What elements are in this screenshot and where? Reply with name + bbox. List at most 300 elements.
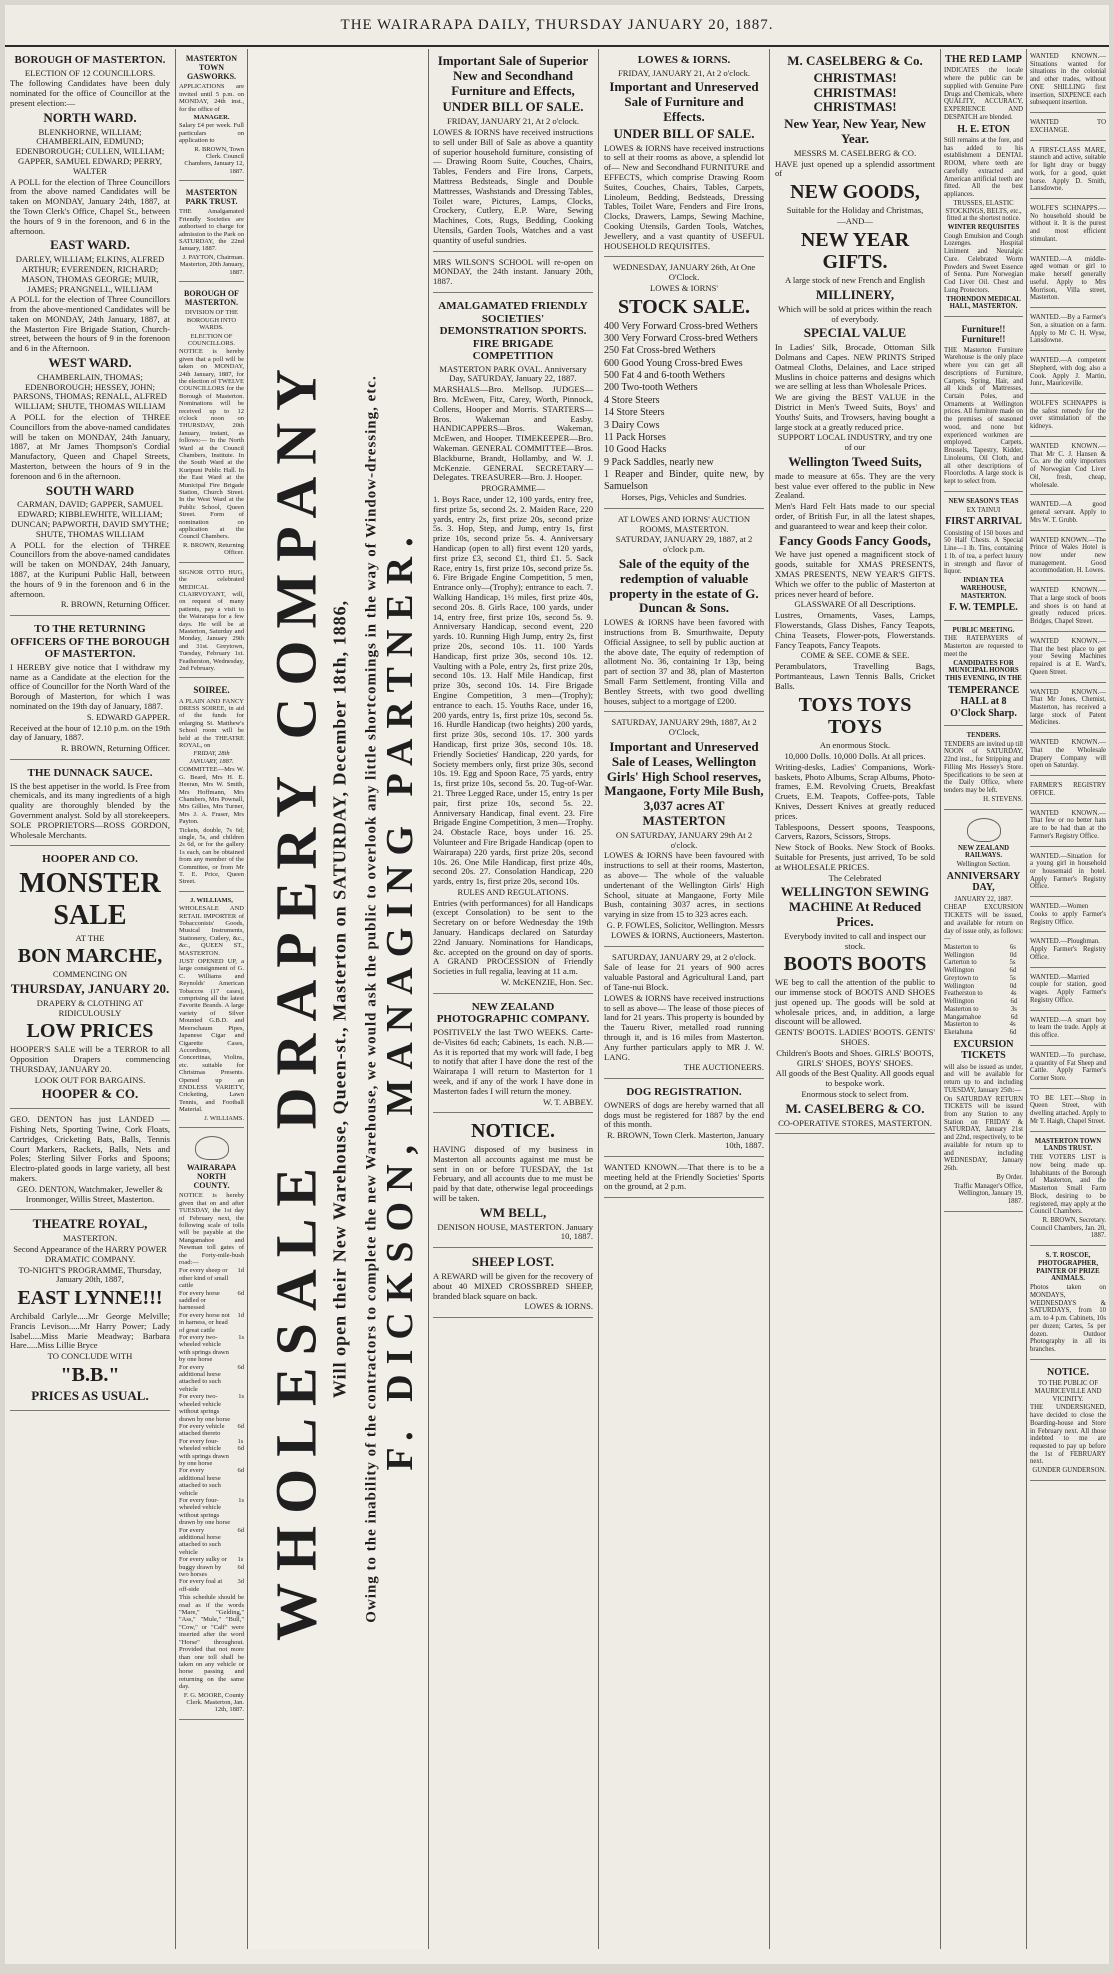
ad-headline: WELLINGTON SEWING MACHINE At Reduced Prices.	[780, 884, 930, 929]
ad-subtitle: ELECTION OF 12 COUNCILLORS.	[24, 67, 156, 78]
ad-text: LOWES & IORNS have been favoured with instructions to sell at their rooms, Masterton, as above— The whole of the valuable undertenant of the Wellington Girls' High School, situate at Mangaone, Forty Mile Bush, containing 3037 acres, in sections varying in size from 15 to 323 acres each.	[604, 850, 764, 920]
toll-price: 1s	[238, 1393, 244, 1401]
masthead: THE WAIRARAPA DAILY, THURSDAY JANUARY 20, 1887.	[5, 5, 1109, 47]
classified-text: WANTED.—Women Cooks to apply Farmer's Registry Office.	[1030, 903, 1106, 926]
stock-item: 3 Dairy Cows	[604, 419, 660, 431]
signature: G. P. FOWLES, Solicitor, Wellington. Messrs LOWES & IORNS, Auctioneers, Masterton.	[606, 920, 764, 940]
ad-text: LOWES & IORNS'	[650, 282, 718, 293]
ad-text: LOOK OUT FOR BARGAINS.	[34, 1074, 146, 1085]
railways-ad	[944, 812, 1023, 1212]
candidate-names: CARMAN, DAVID; GAPPER, SAMUEL EDWARD; KIBBLEWHITE, WILLIAM; DUNCAN; PAPWORTH, DAVID SMYTHE; SHUTE, THOMAS WILLIAM	[10, 499, 169, 539]
ad-text: —AND—	[837, 215, 873, 226]
signature: H. STEVENS.	[983, 795, 1023, 803]
classified-text: WANTED KNOWN.—That a large stock of boots and shoes is on hand at greatly reduced prices. Bridges, Chapel Street.	[1030, 587, 1106, 626]
classified-ad	[1030, 310, 1106, 351]
classified-ad	[1030, 1048, 1106, 1089]
caselberg-ad	[775, 49, 935, 1134]
sale-date: THURSDAY, JANUARY 20.	[10, 981, 170, 997]
ad-text: FRIDAY, 28th JANUARY, 1887.	[189, 750, 234, 765]
ad-headline: TOYS TOYS TOYS	[798, 693, 912, 739]
toll-price: 1s 6d	[237, 1437, 244, 1453]
fare-route: Masterton to Eketahuna	[944, 1021, 979, 1037]
coat-of-arms-icon	[967, 818, 1001, 842]
fare-row	[944, 975, 1023, 990]
signature: THE AUCTIONEERS.	[683, 1062, 764, 1073]
stock-item: 11 Pack Horses	[604, 432, 666, 444]
ad-text: AT THE	[75, 932, 105, 943]
classified-text: WANTED.—Married couple for station, good wages. Apply Farmer's Registry Office.	[1030, 973, 1106, 1004]
ad-title: NEW SEASON'S TEAS	[948, 497, 1019, 505]
ad-headline: Sale of the equity of the redemption of valuable property in the estate of G. Duncan & Sons.	[609, 555, 759, 616]
ad-text: Perambulators, Travelling Bags, Portmanteaus, Lawn Tennis Balls, Cricket Balls.	[775, 661, 935, 691]
furniture-ad	[944, 319, 1023, 492]
town-lands-ad	[1030, 1134, 1106, 1247]
ad-subtitle: Wellington Section.	[956, 861, 1011, 869]
toll-item: For every additional horse attached to such vehicle	[179, 1363, 221, 1393]
ad-text: MARSHALS—Bro. Mellsop. JUDGES—Bro. McEwen, Fitz, Carey, Worth, Pinnock, Collens, Hooper and Morris. STARTERS—Bros. Wakeman and Easby. HANDICAPPERS—Bros. Wakeman, McEwen, and Hooper. TIMEKEEPER—Bro. Wakeman. GENERAL COMMITTEE—Bros. Blackburne, Brandt, Hollamby, and W. J. McKenzie. GENERAL SECRETARY—Delegates. TREASURER—Bro. J. Hooper.	[433, 384, 593, 483]
ad-title: THE DUNNACK SAUCE.	[27, 767, 153, 779]
ad-text: Children's Boots and Shoes. GIRLS' BOOTS, GIRLS' SHOES, BOYS' SHOES.	[776, 1047, 934, 1068]
classified-ad	[1030, 970, 1106, 1011]
stock-item: 9 Pack Saddles, nearly new	[604, 456, 714, 468]
classified-ad	[1030, 806, 1106, 847]
play-title: EAST LYNNE!!!	[17, 1287, 163, 1310]
ad-text: MANAGER.	[193, 113, 230, 121]
ad-text: 10,000 Dolls. 10,000 Dolls. At all prices.	[784, 750, 926, 761]
fare-row	[944, 1006, 1023, 1021]
ad-headline: New Year, New Year, New Year.	[784, 116, 926, 147]
ad-text: Salary £4 per week. Full particulars on application to	[179, 122, 244, 145]
ad-text: In Ladies' Silk, Brocade, Ottoman Silk Dolmans and Capes. NEW PRINTS Striped Oatmeal Cloths, Delaines, and Lace striped Muslins in choice patterns and designs which we are selling at less than Wholesale Prices.	[775, 342, 935, 392]
signature: R. BROWN, Secretary. Council Chambers, Jan. 20, 1887.	[1030, 1216, 1106, 1240]
signature: W. McKENZIE, Hon. Sec.	[500, 977, 593, 988]
ad-subtitle: EX TAINUI	[966, 506, 1001, 514]
ad-subtitle: PROGRAMME—	[481, 483, 545, 494]
ad-text: DENISON HOUSE, MASTERTON. January 10, 1887.	[437, 1221, 593, 1242]
coat-of-arms-icon	[195, 1136, 229, 1160]
ad-text: COMMITTEE—Mrs W. G. Beard, Mrs H. E. Heeran, Mrs W. Smith, Mrs Hoffmann, Mrs Chambers, Mrs Pownall, Mrs Gillies, Mrs Turner, Mrs J. A. Fraser, Mrs Payton.	[179, 766, 244, 826]
toll-item: For every vehicle attached thereto	[179, 1422, 225, 1438]
ad-title: THE RED LAMP	[945, 54, 1022, 65]
signature: GEO. DENTON, Watchmaker, Jeweller & Ironmonger, Willis Street, Masterton.	[17, 1183, 163, 1204]
sports-ad	[433, 295, 593, 994]
signature: F. G. MOORE, County Clerk. Masterton, Jan. 12th, 1887.	[183, 1691, 244, 1714]
candidate-names: DARLEY, WILLIAM; ELKINS, ALFRED ARTHUR; EVERENDEN, RICHARD; MASON, THOMAS GEORGE; MUIR, JAMES; PRANGNELL, WILLIAM	[15, 254, 165, 294]
banner-note: Owing to the inability of the contractors to complete the new Warehouse, we would ask the public to overlook any little shortcomings in the way of Window-dressing, etc.	[363, 375, 380, 1623]
ad-text: JUST OPENED UP, a large consignment of G. C. Williams and Reynolds' American Tobaccos (17 cases), comprising all the latest Favorite Brands. A large variety of Silver Mounted G.B.D. and Meerschaum Pipes, Japanese Cigar and Cigarette Cases, Accordions, Concertinas, Violins, etc. suitable for Christmas Presents. Opened up an ENDLESS VARIETY, Cricketing, Lawn Tennis, and Football Material.	[179, 958, 244, 1114]
ad-headline: TEMPERANCE HALL at 8 O'Clock Sharp.	[947, 684, 1020, 719]
signature: HOOPER & CO.	[41, 1086, 139, 1102]
toll-item: For every two-wheeled vehicle with springs drawn by one horse	[179, 1334, 229, 1364]
ad-title: AT LOWES AND IORNS' AUCTION ROOMS, MASTERTON.	[617, 513, 751, 534]
ad-text: WE beg to call the attention of the public to our immense stock of BOOTS AND SHOES just opened up. The goods will be sold at wholesale prices, and, in addition, a large discount will be allowed.	[775, 977, 935, 1027]
ad-text: IS the best appetiser in the world. Is Free from chemicals, and its many ingredients of a high quality are thoroughly blended by the Government analyst. Sold by all storekeepers. SOLE PROPRIETORS—ROSS GORDON, Wholesale Merchants.	[10, 780, 170, 840]
signature: F. W. TEMPLE.	[949, 602, 1018, 614]
signature: R. BROWN, Town Clerk. Masterton, January 10th, 1887.	[606, 1130, 764, 1150]
classified-text: FARMER'S REGISTRY OFFICE.	[1030, 782, 1106, 797]
ad-title: J. WILLIAMS,	[190, 896, 233, 904]
toll-price: 6d	[237, 1422, 244, 1430]
toll-price: 1d	[237, 1267, 244, 1275]
fare-row	[944, 1021, 1023, 1036]
poll-text: A POLL for the election of Three Councillors from the above named Candidates will be taken on MONDAY, January 24th, 1887, at the Town Clerk's Office, Chapel St., between the hours of 9 in the forenoon, and 6 in the afternoon.	[10, 176, 170, 236]
stock-item: 300 Very Forward Cross-bred Wethers	[604, 332, 758, 344]
fare-price: 4s 6d	[1009, 1021, 1017, 1037]
ad-text: THE UNDERSIGNED, have decided to close the Boarding-house and Store in February next. All those indebted to me are requested to pay up before the 1st of FEBRUARY next.	[1030, 1404, 1106, 1466]
signature: J. PAYTON, Chairman. Masterton, 20th January, 1887.	[179, 253, 244, 276]
toll-row	[179, 1267, 244, 1289]
column-5	[599, 49, 769, 1949]
ad-text: We have just opened a magnificent stock of goods, suitable for XMAS PRESENTS, XMAS PRESENTS, NEW YEAR'S GIFTS. Which we offer to the public of Masterton at prices never heard of before.	[775, 549, 935, 599]
ad-text: LOWES & IORNS have received instructions to sell as above— The lease of those pieces of land for 21 years. This property is bounded by the Taueru River, metalled road running through it, and is 16 miles from Masterton. Any further particulars apply to MR J. W. LANG.	[604, 992, 764, 1062]
ad-title: NEW ZEALAND RAILWAYS.	[957, 844, 1010, 860]
ad-text: Suitable for the Holiday and Christmas,	[786, 205, 924, 216]
toll-price: 1d	[237, 1311, 244, 1319]
ad-title: DOG REGISTRATION.	[626, 1086, 742, 1099]
stock-item: 10 Good Hacks	[604, 444, 667, 456]
classified-text: WANTED.—Situation for a young girl in household or housemaid in hotel. Apply Farmer's Registry Office.	[1030, 852, 1106, 891]
fare-route: Carterton to Wellington	[944, 959, 977, 975]
ad-text: TO CONCLUDE WITH	[47, 1351, 133, 1362]
ad-subtitle: UNDER BILL OF SALE.	[613, 125, 755, 141]
ad-text: HAVING disposed of my business in Masterton all accounts against me must be sent in on or before TUESDAY, the 1st February, and all accounts due to me must be paid by that date, otherwise legal proceedings will be taken.	[433, 1144, 593, 1204]
ad-text: OWNERS of dogs are hereby warned that all dogs must be registered for 1887 by the end of this month.	[604, 1099, 764, 1130]
ad-title: THEATRE ROYAL,	[32, 1216, 148, 1232]
tea-ad	[944, 494, 1023, 621]
classified-text: WANTED.—A smart boy to learn the trade. Apply at this office.	[1030, 1016, 1106, 1040]
ad-title: BOROUGH OF MASTERTON.	[184, 289, 239, 308]
fare-price: 6s 0d	[1009, 943, 1017, 959]
toll-item: For every two-wheeled vehicle without springs drawn by one horse	[179, 1393, 231, 1423]
withdrawal-notice	[10, 618, 170, 760]
classified-ad	[1030, 1091, 1106, 1132]
ad-text: APPLICATIONS are invited until 5 p.m. on MONDAY, 24th inst., for the office of	[179, 83, 244, 113]
ad-text: WEDNESDAY, JANUARY 26th, At One O'Clock.	[612, 262, 756, 283]
toll-row	[179, 1334, 244, 1364]
ad-subtitle: CANDIDATES FOR MUNICIPAL HONORS THIS EVENING, IN THE	[945, 659, 1022, 683]
classified-ad	[1030, 49, 1106, 113]
fare-route: Greytown to Wellington	[944, 974, 979, 990]
programme-text: 1. Boys Race, under 12, 100 yards, entry free, first prize 5s, second 2s. 2. Maiden Race, 220 yards, entry 2s, first prize 20s, second prize 5s. 3. Hop, Step, and Jump, entry 1s, first prize 10s, second prize 5s. 4. Anniversary Handicap (open to all) first event 120 yards, first prize £3, second £1, third £1. 5. Sack Race, entry 1s, first prize 10s, second prize 5s. 6. Fire Brigade Engine Competition, 5 men, Entrance only—(Trophy); entrance to each. 7. Walking Handicap, 1½ miles, first prize 40s, second 20s. 8. Girls Race, 100 yards, under 14, entry free, first prize 10s, second 5s. 9. Anniversary Handicap, second event, 220 yards. 10. Running High Jump, entry 2s, first prize 20s, second 10s. 11. 100 Yards Handicap, first prize 30s, second 10s. 12. Vaulting with a Pole, entry 2s, first prize 20s, second 10s. 13. Half Mile Handicap, first prize 30s, second 10s. 14. Fire Brigade Engine Competition, 3 men—(Trophy); entrance to each. 15. Youths Race, under 16, 200 yards, entry 1s, first prize 10s, second 5s. 16. Hurdle Handicap (two heights) 200 yards, first prize 30s, second 10s. 17. 300 yards Handicap, first prize 30s, second 10s. 18. Friendly Societies' Handicap, 220 yards, for Society members only, first prize 30s, second 10s. 19. Egg and Spoon Race, 75 yards, entry 1s, first prize 10s, second 5s. 20. Tug-of-War. 21. Three Legged Race, under 15, entry 1s per pair, first prize 10s, second 5s. 22. Anniversary Handicap, final event. 23. Fire Brigade Engine Competition, 3 men—Trophy. 24. Obstacle Race, boys under 16. 25. Volunteer and Fire Brigade Handicap (open to Wairarapa) 220 yards, first prize 20s, second 10s. 26. One Mile Handicap, first prize 40s, second 20s. 27. Consolation Handicap, 220 yards, entry 1s, first prize 20s, second 10s.	[433, 494, 593, 887]
lowes-furniture-ad	[604, 49, 764, 257]
ad-title: BOROUGH OF MASTERTON.	[14, 54, 166, 66]
ad-text: Entries (with performances) for all Handicaps (except Consolation) to be sent to the Secretary on or before Wednesday the 19th January. Handicaps declared on Saturday 22nd January. Nominations for Handicaps, &c. accepted on the ground on day of sports. A GRAND PROCESSION of Friendly Societies in full regalia, leaving at 11 a.m.	[433, 897, 593, 977]
classified-text: WANTED KNOWN.—That the best place to get your Sewing Machines repaired is at E. Ward's, Queen Street.	[1030, 637, 1106, 676]
signature: By Order.	[996, 1173, 1023, 1181]
ad-title: WAIRARAPA NORTH COUNTY.	[186, 1162, 237, 1191]
ad-title: MASTERTON TOWN GASWORKS.	[185, 54, 238, 82]
ad-text: POSITIVELY the last TWO WEEKS. Carte-de-Visites 6d each; Cabinets, 1s each. N.B.—As it is reported that my work will fade, I beg to notify that after I have done the rest of the Wairarapa I will return to Masterton for 1 week, and if any of the work I have done in Masterton fades I will return the money.	[433, 1026, 593, 1096]
ad-text: HOOPER'S SALE will be a TERROR to all Opposition Drapers commencing THURSDAY, JANUARY 20.	[10, 1044, 170, 1074]
fare-price: 5s 6d	[1009, 959, 1017, 975]
toll-price: 1s	[238, 1334, 244, 1342]
ad-headline: FIRST ARRIVAL	[945, 516, 1022, 528]
ad-text: Horses, Pigs, Vehicles and Sundries.	[621, 492, 747, 502]
ad-text: Received at the hour of 12.10 p.m. on the 19th day of January, 1887.	[10, 722, 170, 743]
toll-row	[179, 1578, 244, 1593]
ad-title: SOIREE.	[193, 685, 230, 696]
classified-ad	[1030, 849, 1106, 898]
toll-item: For every additional horse attached to such vehicle	[179, 1526, 221, 1556]
fare-price: 3s 6d	[1010, 1005, 1018, 1021]
ad-text: COMMENCING ON	[52, 969, 128, 980]
ad-text: TO-NIGHT'S PROGRAMME, Thursday, January 20th, 1887,	[18, 1264, 162, 1285]
ad-subtitle: THORNDON MEDICAL HALL, MASTERTON.	[946, 295, 1021, 311]
stock-item: 1 Reaper and Binder, quite new, by Samuelson	[604, 469, 764, 492]
ad-text: GEO. DENTON has just LANDED — Fishing Nets, Sporting Twine, Cork Floats, Cartridges, Cricketing Bats, Balls, Tennis Court Markers, Rackets, Balls, Nets and Poles; Sterling Silver Forks and Spoons; Electro-plated goods in large variety, all best makers.	[10, 1114, 170, 1184]
stock-item: 600 Good Young Cross-bred Ewes	[604, 357, 743, 369]
ad-title: NEW ZEALAND PHOTOGRAPHIC COMPANY.	[436, 1000, 590, 1026]
fare-price: 5s 0d	[1009, 974, 1017, 990]
dog-registration-ad	[604, 1081, 764, 1157]
classified-ad	[1030, 115, 1106, 140]
classified-text: WANTED.—A competent Shepherd, with dog; also a Cook. Apply J. Martin, Junr., Mauriceville.	[1030, 357, 1106, 388]
clairvoyant-ad	[179, 565, 244, 679]
classified-text: WOLFE'S SCHNAPPS is the safest remedy for the over stimulation of the kidneys.	[1030, 399, 1106, 431]
ad-text: THE Masterton Furniture Warehouse is the only place where you can get all descriptions of Furniture, Carpets, Spring, Hair, and all kinds of Mattresses, Curtain Poles, and Ornaments at Wellington prices. All furniture made on the premises of seasoned wood, and none but experienced workmen are employed. Carpets, Brussels, Tapestry, Kidder, Linoleums, Oil Cloth, and all other descriptions of Floorcloths. A large stock is kept to select from.	[944, 346, 1023, 486]
classified-text: WANTED.—A middle-aged woman or girl to make herself generally useful. Apply to Mrs Morrison, Villa street, Masterton.	[1030, 255, 1106, 302]
ad-text: WANTED KNOWN.—That there is to be a meeting held at the Friendly Societies' Sports on the ground, at 2 p.m.	[604, 1161, 764, 1192]
ad-text: We are giving the BEST VALUE in the District in Men's Tweed Suits, Boys' and Youths' Suits, and Trowsers, having bought a large stock at a greatly reduced price.	[775, 392, 935, 432]
poll-text: A POLL for the election of Three Councillors from the above-mentioned Candidates will be taken on MONDAY, 24th January, 1887, at the Masterton Fire Brigade Station, Church-street, between the hours of 9 in the forenoon and 6 in the Afternoon.	[10, 294, 170, 354]
ad-text: Sale of lease for 21 years of 900 acres valuable Pastoral and Agricultural Land, part of Tane-nui Block.	[604, 962, 764, 993]
stock-item: 4 Store Steers	[604, 394, 660, 406]
stock-item: 250 Fat Cross-bred Wethers	[604, 345, 716, 357]
ad-text: CHEAP EXCURSION TICKETS will be issued, and available for return on day of issue only, as follows:—	[944, 904, 1023, 943]
classified-ad	[1030, 201, 1106, 250]
ad-subtitle: WINTER REQUISITES	[947, 224, 1020, 231]
toll-row	[179, 1467, 244, 1497]
classified-text: WANTED.—By a Farmer's Son, a situation on a farm. Apply to Mr C. H. Wyse, Lansdowne.	[1030, 314, 1106, 345]
ad-text: LOWES & IORNS have received instructions to sell under Bill of Sale as above a quantity of superior household furniture, consisting of— Drawing Room Suite, Couches, Chairs, Tables, Fenders and Fire Irons, Carpets, Mattress Bedsteads, Single and Double Mattresses, Washstands and Dressing Tables, Toilet ware, Pictures, Lamps, Clocks, Crockery, Cutlery, E.P. Ware, Sewing Machines, Cots, Rugs, Bedding, Cooking Utensils, Garden Tools, Watches and a vast quantity of useful sundries.	[433, 127, 593, 245]
ad-text: Consisting of 150 boxes and 50 Half Chests. A Special Line—1 lb. Tins, containing 1 lb. of tea, a perfect luxury in strength and flavor of liquor.	[944, 529, 1023, 576]
ward-heading: WEST WARD.	[48, 355, 132, 371]
ad-text: Traffic Manager's Office, Wellington, January 19, 1887.	[954, 1182, 1023, 1206]
classified-ad	[1030, 634, 1106, 683]
toll-row	[179, 1556, 244, 1578]
ad-subtitle: RULES AND REGULATIONS.	[457, 886, 569, 897]
ad-headline: Wellington Tweed Suits,	[788, 454, 922, 470]
toll-price: 1s 6d	[237, 1556, 244, 1571]
ad-title: SHEEP LOST.	[471, 1254, 555, 1270]
ad-headline: BOOTS BOOTS	[783, 953, 927, 976]
ad-title: TO THE RETURNING OFFICERS OF THE BOROUGH OF MASTERTON.	[10, 623, 170, 661]
ad-text: The following Candidates have been duly nominated for the office of Councillor at the present election:—	[10, 78, 170, 108]
classified-ad	[1030, 439, 1106, 495]
signature: J. WILLIAMS.	[204, 1114, 244, 1122]
ad-text: A PLAIN AND FANCY DRESS SOIREE, in aid of the funds for enlarging St. Matthew's School room will be held at the THEATRE ROYAL, on	[179, 697, 244, 750]
ad-title: M. CASELBERG & Co.	[787, 53, 923, 68]
ad-text: MRS WILSON'S SCHOOL will re-open on MONDAY, the 24th instant. January 20th, 1887.	[433, 256, 593, 287]
toll-item: For every four-wheeled vehicle without springs drawn by one horse	[179, 1496, 231, 1527]
furniture-sale-ad	[433, 49, 593, 252]
ad-headline: Important and Unreserved Sale of Leases, Wellington Girls' High School reserves, Mangaone, Forty Mile Bush, 3,037 acres AT MASTERTON	[604, 739, 764, 829]
ad-text: A REWARD will be given for the recovery of about 40 MIXED CROSSBRED SHEEP, branded black square on back.	[433, 1271, 593, 1301]
signature: M. CASELBERG & CO.	[785, 1100, 925, 1116]
fare-row	[944, 959, 1023, 974]
banner-headline: WHOLESALE DRAPERY COMPANY	[263, 357, 329, 1641]
ad-text: Second Appearance of the HARRY POWER DRAMATIC COMPANY.	[13, 1244, 167, 1264]
ad-headline: MONSTER SALE	[19, 867, 161, 931]
ad-text: SIGNOR OTTO HUG, the celebrated MEDICAL CLAIRVOYANT, will, on request of many patients, pay a visit to the Wairarapa for a few days. He will be at Masterton, Saturday and Monday, January 29th and 31st. Greytown, Tuesday, February 1st. Featherston, Wednesday, 2nd February.	[179, 568, 244, 672]
classified-ad	[1030, 143, 1106, 199]
ad-text: THE Amalgamated Friendly Societies are authorised to charge for admission to the Park on SATURDAY, the 22nd January, 1887.	[179, 208, 244, 253]
toll-price: 6d	[237, 1363, 244, 1371]
stock-sale-ad	[604, 259, 764, 508]
toll-item: For every horse saddled or harnessed	[179, 1289, 220, 1312]
column-4	[428, 49, 598, 1949]
ad-title: PUBLIC MEETING.	[952, 626, 1015, 634]
toll-row	[179, 1312, 244, 1334]
ad-text: An enormous Stock.	[819, 740, 891, 751]
ad-text: On SATURDAY RETURN TICKETS will be issued from any Station to any Station on FRIDAY & SATURDAY, January 21st and 22nd, respectively, to be available for return up to and including WEDNESDAY, January 26th.	[944, 1095, 1023, 1173]
cast-list: Archibald Carlyle.....Mr George Melville; Francis Levison.....Mr Harry Power; Lady Isabel.....Miss Marie Meadway; Barbara Hare.....Miss Lillie Bryce	[10, 1311, 170, 1351]
ad-headline: NEW GOODS,	[790, 181, 920, 204]
ad-title: HOOPER AND CO.	[42, 853, 138, 866]
toll-price: 6d	[237, 1467, 244, 1475]
ad-headline: LOW PRICES	[26, 1020, 154, 1043]
ad-subtitle: UNDER BILL OF SALE.	[442, 99, 584, 115]
signature: GUNDER GUNDERSON.	[1032, 1467, 1106, 1475]
signature: LOWES & IORNS.	[524, 1301, 593, 1312]
classified-text: TO BE LET.—Shop in Queen Street, with dwelling attached. Apply to Mr T. Haigh, Chapel Street.	[1030, 1094, 1106, 1125]
stock-list	[604, 321, 764, 492]
ad-subtitle: MASTERTON.	[63, 1233, 117, 1244]
ad-text: Still remains at the fore, and has added to his establishment a DENTAL ROOM, where teeth are carefully extracted and American artificial teeth are fitted. All the best appliances.	[944, 136, 1023, 199]
classified-text: A FIRST-CLASS MARE, staunch and active, suitable for light dray or buggy work, for a good, quiet horse. Apply D. Smith, Lansdowne.	[1030, 146, 1106, 193]
ad-text: Photos taken on MONDAYS, WEDNESDAYS & SATURDAYS, from 10 a.m. to 4 p.m. Cabinets, 10s per dozen; Cartes, 5s per dozen. Outdoor Photography in all its branches.	[1030, 1284, 1106, 1353]
ad-text: All goods of the Best Quality. All goods equal to bespoke work.	[775, 1068, 935, 1089]
banner-signature: F. DICKSON, MANAGING PARTNER.	[379, 527, 421, 1471]
sauce-ad	[10, 762, 170, 846]
ad-text: SATURDAY, JANUARY 29, 1887, at 2 o'clock p.m.	[615, 534, 753, 555]
ad-text: Men's Hard Felt Hats made to our special order, of British Fur, in all the latest shapes, and guaranteed to wear and keep their color.	[775, 501, 935, 531]
classified-ad	[1030, 396, 1106, 437]
theatre-ad	[10, 1212, 170, 1410]
toll-item: For every sheep or other kind of small cattle	[179, 1267, 229, 1290]
ad-title: MASTERTON TOWN LANDS TRUST.	[1034, 1137, 1102, 1153]
tenders-ad	[944, 728, 1023, 810]
toll-row	[179, 1438, 244, 1468]
classified-ad	[1030, 735, 1106, 776]
candidate-names: CHAMBERLAIN, THOMAS; EDENBOROUGH; HESSEY, JOHN; PARSONS, THOMAS; RENALL, ALFRED WILLIAM; SHUTE, THOMAS WILLIAM	[12, 371, 167, 412]
classified-ad	[1030, 583, 1106, 632]
ad-title: Furniture!! Furniture!!	[961, 324, 1006, 345]
classified-text: WANTED.—To purchase, a quantity of Fat Sheep and Cattle. Apply Farmer's Corner Store.	[1030, 1051, 1106, 1082]
ad-text: I HEREBY give notice that I withdraw my name as a Candidate at the election for the office of Councillor for the North Ward of the Borough of Masterton, for which I was nominated on the 19th day of January, 1887.	[10, 661, 170, 712]
stock-item: 14 Store Steers	[604, 407, 665, 419]
ad-text: TENDERS are invited up till NOON of SATURDAY, 22nd inst., for Stripping and Filling Mrs Hessey's Store. Specifications to be seen at the Daily Office, where tenders may be left.	[944, 740, 1023, 795]
classified-ad	[1030, 353, 1106, 394]
toll-row	[179, 1497, 244, 1527]
classified-text: WANTED KNOWN.—That Mr Jones, Chemist, Masterton, has received a large stock of Patent Medicines.	[1030, 688, 1106, 727]
ad-text: INDICATES the locale where the public can be supplied with Genuine Pure Drugs and Chemicals, where QUALITY, ACCURACY, EXPERIENCE AND DESPATCH are blended.	[944, 67, 1023, 121]
toll-price: 1s	[238, 1496, 244, 1504]
ad-headline: CHRISTMAS! CHRISTMAS! CHRISTMAS!	[813, 69, 897, 115]
classified-ad	[1030, 252, 1106, 308]
red-lamp-ad	[944, 49, 1023, 317]
gasworks-ad	[179, 49, 244, 181]
ad-text: A large stock of new French and English	[785, 275, 925, 286]
toll-row	[179, 1393, 244, 1423]
ad-subtitle: TO THE PUBLIC OF MAURICEVILLE AND VICINITY.	[1034, 1380, 1102, 1403]
ad-headline: NEW YEAR GIFTS.	[800, 228, 910, 274]
ad-text: will also be issued as under, and will be available for return up to and including TUESDAY, January 25th:—	[944, 1063, 1023, 1094]
toll-row	[179, 1290, 244, 1312]
toll-row	[179, 1364, 244, 1394]
signature: R. BROWN, Town Clerk. Council Chambers, January 12, 1887.	[184, 145, 244, 175]
signature: R. BROWN, Returning Officer.	[60, 599, 170, 610]
school-notice	[433, 254, 593, 293]
ad-text: GENTS' BOOTS. LADIES' BOOTS. GENTS' SHOES.	[775, 1027, 935, 1047]
photographer-ad	[1030, 1248, 1106, 1360]
classified-text: WANTED KNOWN.—That Mr C. J. Hansen & Co. are the only importers of Norwegian Cod Liver Oil, fresh, cheap, wholesale.	[1030, 442, 1106, 489]
fare-route: Featherston to Wellington	[944, 990, 983, 1006]
park-trust-ad	[179, 183, 244, 282]
photographic-ad	[433, 996, 593, 1113]
ad-text: JANUARY 22, 1887.	[954, 895, 1013, 903]
ad-headline: H. E. ETON	[957, 123, 1010, 135]
ad-text: FRIDAY, JANUARY 21, At 2 o'clock.	[617, 67, 751, 78]
denton-ad	[10, 1111, 170, 1210]
classified-ad	[1030, 1013, 1106, 1046]
ad-title: Important Sale of Superior New and Secondhand Furniture and Effects,	[437, 53, 589, 98]
column-2-narrow	[176, 49, 247, 1949]
pastoral-lease-ad	[604, 949, 764, 1080]
ad-headline: Important and Unreserved Sale of Furniture and Effects.	[609, 79, 759, 124]
classified-text: WOLFE'S SCHNAPPS.—No household should be without it. It is the purest and most efficient stimulant.	[1030, 205, 1106, 243]
column-6	[770, 49, 940, 1949]
ad-headline: STOCK SALE.	[618, 295, 750, 318]
column-1	[5, 49, 175, 1949]
ad-text: HAVE just opened up a splendid assortment of	[775, 158, 935, 179]
ad-text: TRUSSES, ELASTIC STOCKINGS, BELTS, etc., fitted at the shortest notice.	[945, 199, 1022, 223]
classified-ad	[1030, 685, 1106, 734]
toll-item: For every additional horse attached to such vehicle	[179, 1467, 221, 1497]
ad-title: MASTERTON PARK TRUST.	[185, 188, 238, 207]
county-notice	[179, 1130, 244, 1720]
classified-ad	[1030, 899, 1106, 932]
ward-heading: EAST WARD.	[50, 237, 130, 253]
ad-subtitle: DIVISION OF THE BOROUGH INTO WARDS.	[185, 309, 238, 332]
ad-text: THE VOTERS LIST is now being made up. Inhabitants of the Borough of Masterton, and the Masterton Small Farm Block, desiring to be registered, may apply at the Council Chambers.	[1030, 1154, 1106, 1216]
fare-row	[944, 990, 1023, 1005]
ad-headline: ANNIVERSARY DAY,	[946, 870, 1021, 894]
ad-text: NOTICE is hereby given that a poll will be taken on MONDAY, 24th January, 1887, for the election of TWELVE COUNCILLORS for the Borough of Masterton. Nominations will be received up to 12 o'clock noon on THURSDAY, 20th January, instant, as follows:— In the North Ward at the Council Chambers, Institute. In the South Ward at the Kuripuni Public Hall. In the East Ward at the Municipal Fire Brigade Station, Church Street. In the West Ward at the Public School, Queen Street. Form of nomination on application at the Council Chambers.	[179, 348, 244, 541]
ad-text: Tablespoons, Dessert spoons, Teaspoons, Carvers, Razors, Scissors, Strops.	[775, 821, 935, 842]
ad-title: LOWES & IORNS.	[637, 54, 731, 66]
wanted-list	[1030, 49, 1106, 1132]
stock-item: 400 Very Forward Cross-bred Wethers	[604, 320, 758, 332]
signature: R. BROWN, Returning Officer.	[182, 541, 244, 557]
ad-text: PRICES AS USUAL.	[31, 1387, 149, 1403]
toll-item: For every four-wheeled vehicle with springs drawn by one horse	[179, 1437, 229, 1467]
candidate-names: BLENKHORNE, WILLIAM; CHAMBERLAIN, EDMUND; EDENBOROUGH; CULLEN, WILLIAM; GAPPER, SAMUEL EDWARD; PERRY, WALTER	[15, 126, 165, 176]
ad-subtitle: INDIAN TEA WAREHOUSE, MASTERTON.	[960, 577, 1007, 600]
ad-title: S. T. ROSCOE, PHOTOGRAPHER, PAINTER OF PRIZE ANIMALS.	[1036, 1252, 1100, 1283]
fare-row	[944, 944, 1023, 959]
ad-subtitle: ELECTION OF COUNCILLORS.	[187, 332, 236, 347]
williams-ad	[179, 894, 244, 1128]
mauriceville-notice	[1030, 1362, 1106, 1481]
drapery-banner	[247, 49, 429, 1949]
bell-notice	[433, 1115, 593, 1248]
play-title: "B.B."	[60, 1364, 120, 1386]
ad-text: Cough Emulsion and Cough Lozenges. Hospital Liniment and Neuralgic Cure. Celebrated Worm Powders and Sweet Essence of Senna. Pure Norwegian Cod Liver Oil. Chest and Lung Protectors.	[944, 232, 1023, 294]
ad-text: Tickets, double, 7s 6d; single, 5s, and children 2s 6d, or for the gallery 1s each, can be obtained from any member of the Committee, or from Mr T. E. Price, Queen Street.	[179, 826, 244, 886]
classified-text: WANTED TO EXCHANGE.	[1030, 119, 1106, 134]
toll-price: 6d	[237, 1526, 244, 1534]
